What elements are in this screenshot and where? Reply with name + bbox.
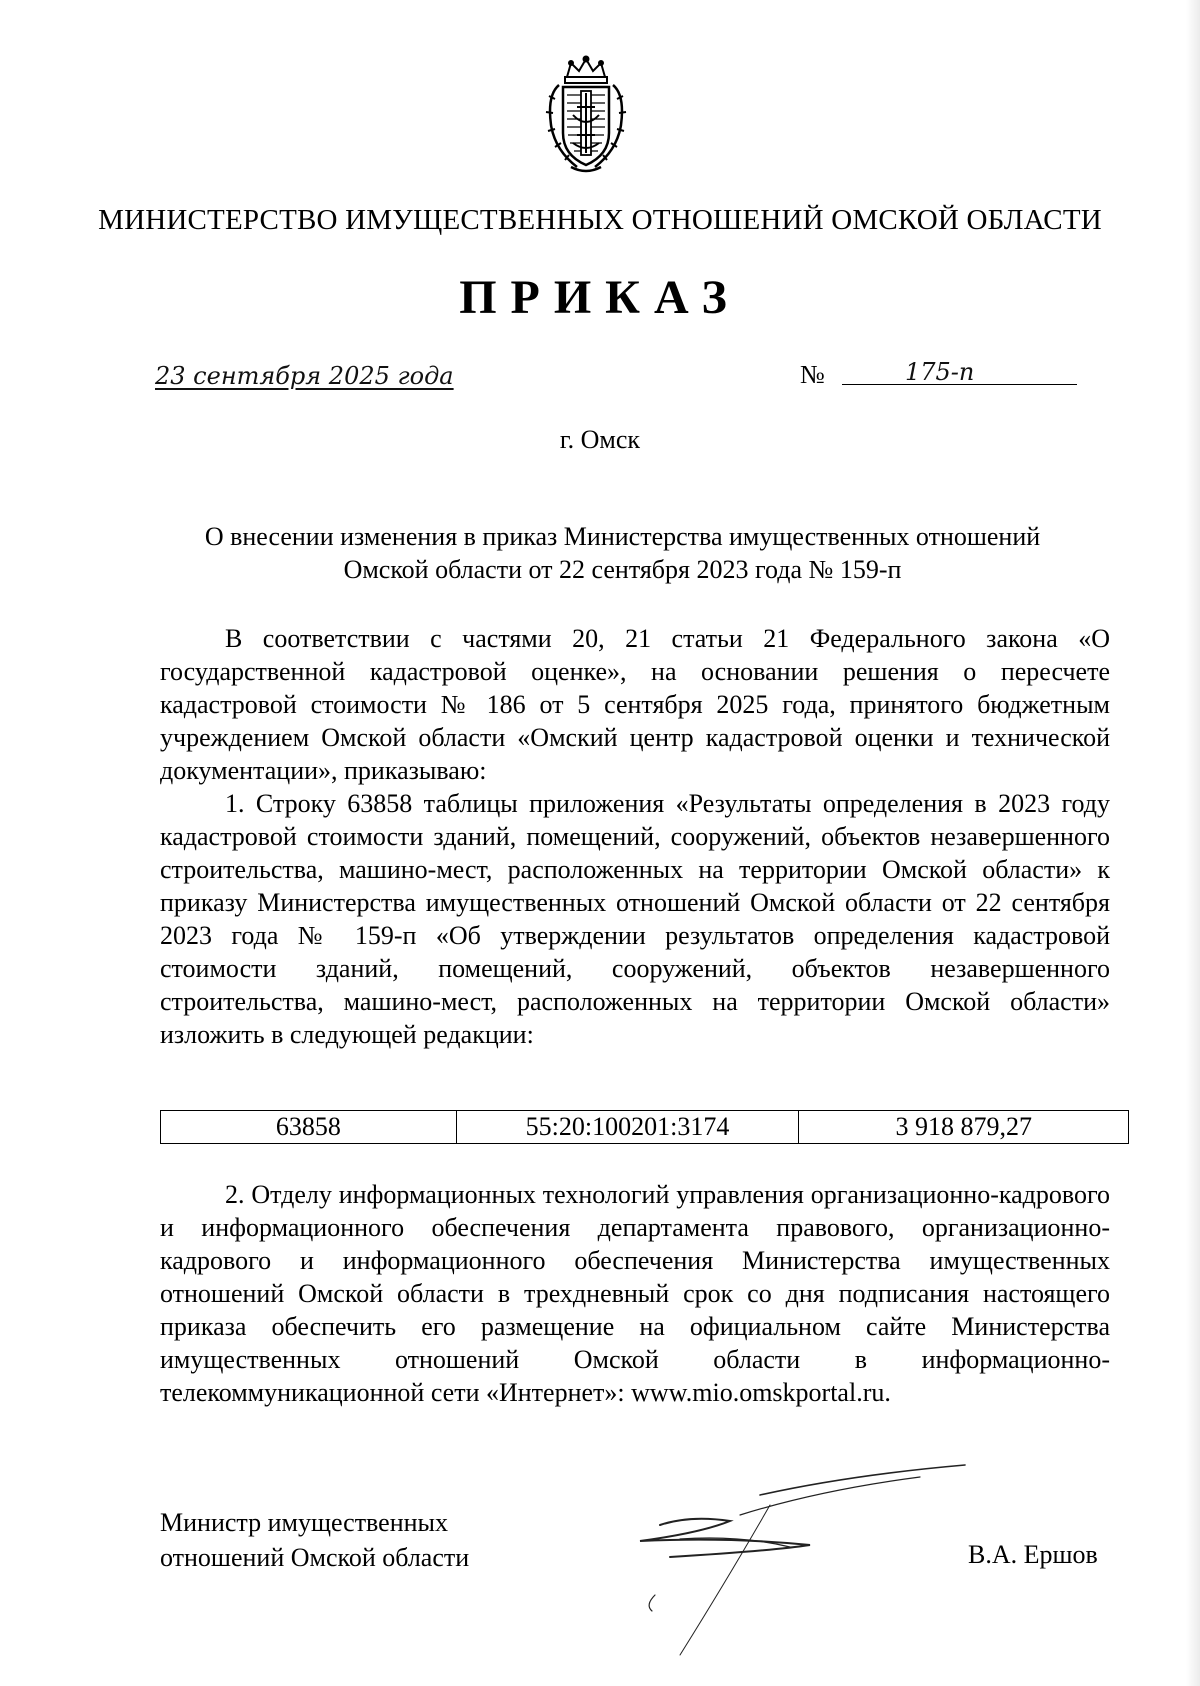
coat-of-arms-icon [537, 55, 635, 177]
ministry-name: МИНИСТЕРСТВО ИМУЩЕСТВЕННЫХ ОТНОШЕНИЙ ОМСКОЙ ОБЛАСТИ [98, 204, 1102, 236]
cadastral-number-cell: 55:20:100201:3174 [456, 1111, 799, 1144]
signatory-name: В.А. Ершов [968, 1540, 1098, 1569]
order-number: 175-п [905, 358, 975, 386]
handwritten-signature [620, 1455, 1050, 1686]
item-1-text: 1. Строку 63858 таблицы приложения «Результаты определения в 2023 году кадастровой стоимости зданий, помещений, сооружений, объектов незавершенного строительства, машино-мест, расположенных на территории Омской области» к приказу Министерства имущественных отношений Омской области от 22 сентября 2023 года № 159-п «Об утверждении результатов определения кадастровой стоимости зданий, помещений, сооружений, объектов незавершенного строительства, машино-мест, расположенных на территории Омской области» изложить в следующей редакции: [160, 789, 1110, 1049]
subject-line-2: Омской области от 22 сентября 2023 года № 159-п [343, 555, 902, 584]
order-date: 23 сентября 2025 года [155, 362, 454, 390]
cadastral-value-cell: 3 918 879,27 [799, 1111, 1129, 1144]
signatory-position [160, 1505, 469, 1575]
signatory-position-line-1: Министр имущественных [160, 1508, 449, 1537]
item-2-paragraph [160, 1178, 1110, 1409]
city: г. Омск [559, 425, 641, 454]
order-subject [150, 520, 1095, 586]
amended-row-table [160, 1110, 1129, 1144]
item-1-paragraph [160, 787, 1110, 1051]
item-2-text: 2. Отделу информационных технологий управления организационно-кадрового и информационного обеспечения департамента правового, организационно-кадрового и информационного обеспечения Министерства имущественных отношений Омской области в трехдневный срок со дня подписания настоящего приказа обеспечить его размещение на официальном сайте Министерства имущественных отношений Омской области в информационно-телекоммуникационной сети «Интернет»: www.mio.omskportal.ru. [160, 1180, 1110, 1407]
preamble-text: В соответствии с частями 20, 21 статьи 21 Федерального закона «О государственной кадастровой оценке», на основании решения о пересчете кадастровой стоимости № 186 от 5 сентября 2025 года, принятого бюджетным учреждением Омской области «Омский центр кадастровой оценки и технической документации», приказываю: [160, 624, 1110, 785]
row-number-cell: 63858 [161, 1111, 457, 1144]
document-type-title: ПРИКАЗ [459, 271, 741, 324]
preamble-paragraph [160, 622, 1110, 787]
scan-edge-shadow [1186, 0, 1200, 1686]
table-row [161, 1111, 1129, 1144]
signatory-position-line-2: отношений Омской области [160, 1543, 470, 1572]
order-number-label: № [800, 360, 825, 389]
subject-line-1: О внесении изменения в приказ Министерства имущественных отношений [204, 522, 1041, 551]
